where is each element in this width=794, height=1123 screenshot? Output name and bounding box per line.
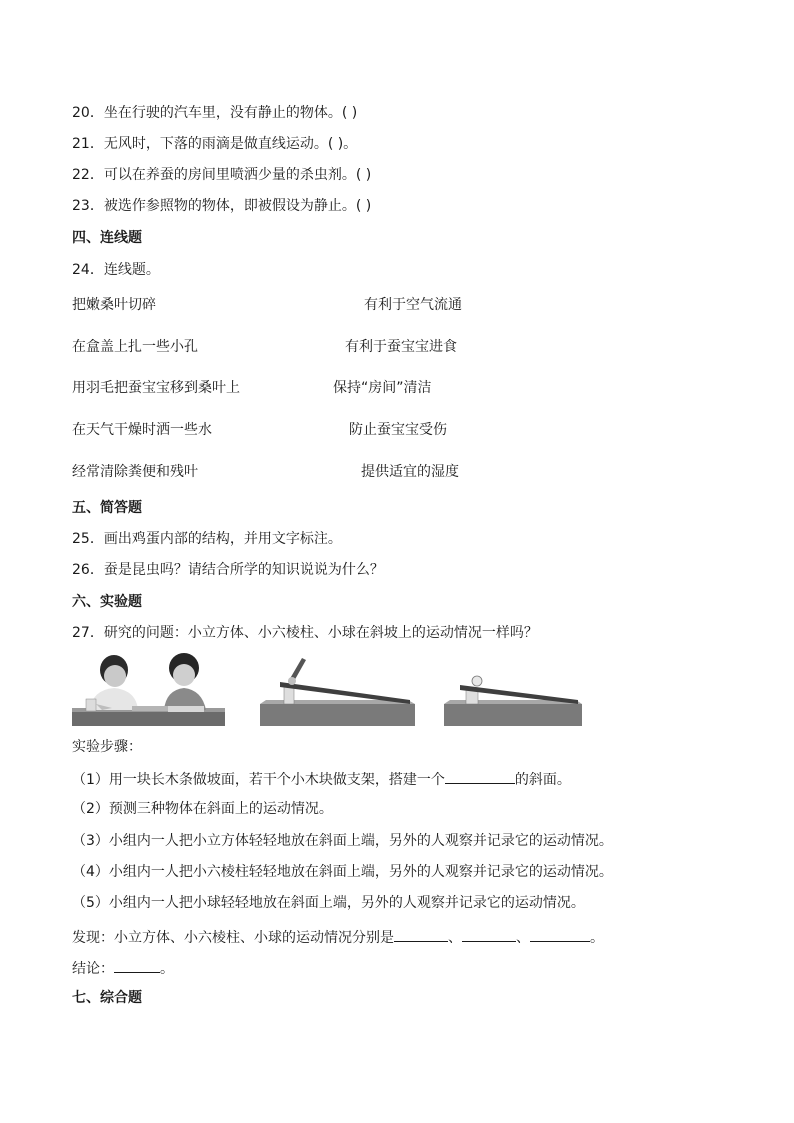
question-22: 22．可以在养蚕的房间里喷洒少量的杀虫剂。( ): [72, 167, 372, 183]
conclusion: [72, 958, 174, 978]
section-5-heading: 五、简答题: [72, 500, 142, 516]
step-1-end: 的斜面。: [514, 772, 571, 788]
match-left-3: 用羽毛把蚕宝宝移到桑叶上: [72, 380, 240, 396]
step-2: （2）预测三种物体在斜面上的运动情况。: [72, 801, 333, 817]
conclusion-blank: [114, 958, 160, 973]
step-5: （5）小组内一人把小球轻轻地放在斜面上端，另外的人观察并记录它的运动情况。: [72, 895, 585, 911]
question-20: 20．坐在行驶的汽车里，没有静止的物体。( ): [72, 105, 358, 121]
step-1: [72, 769, 571, 789]
conclusion-end: 。: [160, 961, 174, 977]
match-right-5: 提供适宜的湿度: [361, 464, 459, 480]
finding: [72, 927, 604, 947]
section-4-heading: 四、连线题: [72, 230, 142, 246]
question-21: 21．无风时，下落的雨滴是做直线运动。( )。: [72, 136, 358, 152]
match-left-2: 在盒盖上扎一些小孔: [72, 339, 198, 355]
step-1-text: （1）用一块长木条做坡面，若干个小木块做支架，搭建一个: [72, 772, 445, 788]
question-24: 24．连线题。: [72, 262, 160, 278]
finding-blank-2: [462, 927, 516, 942]
step-1-blank: [445, 769, 515, 784]
match-right-3: 保持“房间”清洁: [333, 380, 432, 396]
conclusion-text: 结论：: [72, 961, 114, 977]
section-7-heading: 七、综合题: [72, 990, 142, 1006]
match-left-4: 在天气干燥时洒一些水: [72, 422, 212, 438]
finding-sep-2: 、: [516, 930, 530, 946]
finding-blank-3: [530, 927, 590, 942]
ramp-with-prism-photo: [260, 652, 415, 726]
section-6-heading: 六、实验题: [72, 594, 142, 610]
step-3: （3）小组内一人把小立方体轻轻地放在斜面上端，另外的人观察并记录它的运动情况。: [72, 833, 613, 849]
finding-end: 。: [590, 930, 604, 946]
question-27: 27．研究的问题：小立方体、小六棱柱、小球在斜坡上的运动情况一样吗？: [72, 625, 538, 641]
steps-label: 实验步骤：: [72, 739, 142, 755]
question-23: 23．被选作参照物的物体，即被假设为静止。( ): [72, 198, 372, 214]
step-4: （4）小组内一人把小六棱柱轻轻地放在斜面上端，另外的人观察并记录它的运动情况。: [72, 864, 613, 880]
experiment-photos: [72, 652, 592, 726]
question-25: 25．画出鸡蛋内部的结构，并用文字标注。: [72, 531, 342, 547]
ramp-with-ball-photo: [444, 652, 582, 726]
match-right-1: 有利于空气流通: [364, 297, 462, 313]
match-right-4: 防止蚕宝宝受伤: [349, 422, 447, 438]
finding-text: 发现：小立方体、小六棱柱、小球的运动情况分别是: [72, 930, 394, 946]
match-left-5: 经常清除粪便和残叶: [72, 464, 198, 480]
question-26: 26．蚕是昆虫吗？请结合所学的知识说说为什么？: [72, 562, 384, 578]
finding-sep-1: 、: [448, 930, 462, 946]
match-left-1: 把嫩桑叶切碎: [72, 297, 156, 313]
students-photo: [72, 652, 225, 726]
match-right-2: 有利于蚕宝宝进食: [345, 339, 457, 355]
finding-blank-1: [394, 927, 448, 942]
